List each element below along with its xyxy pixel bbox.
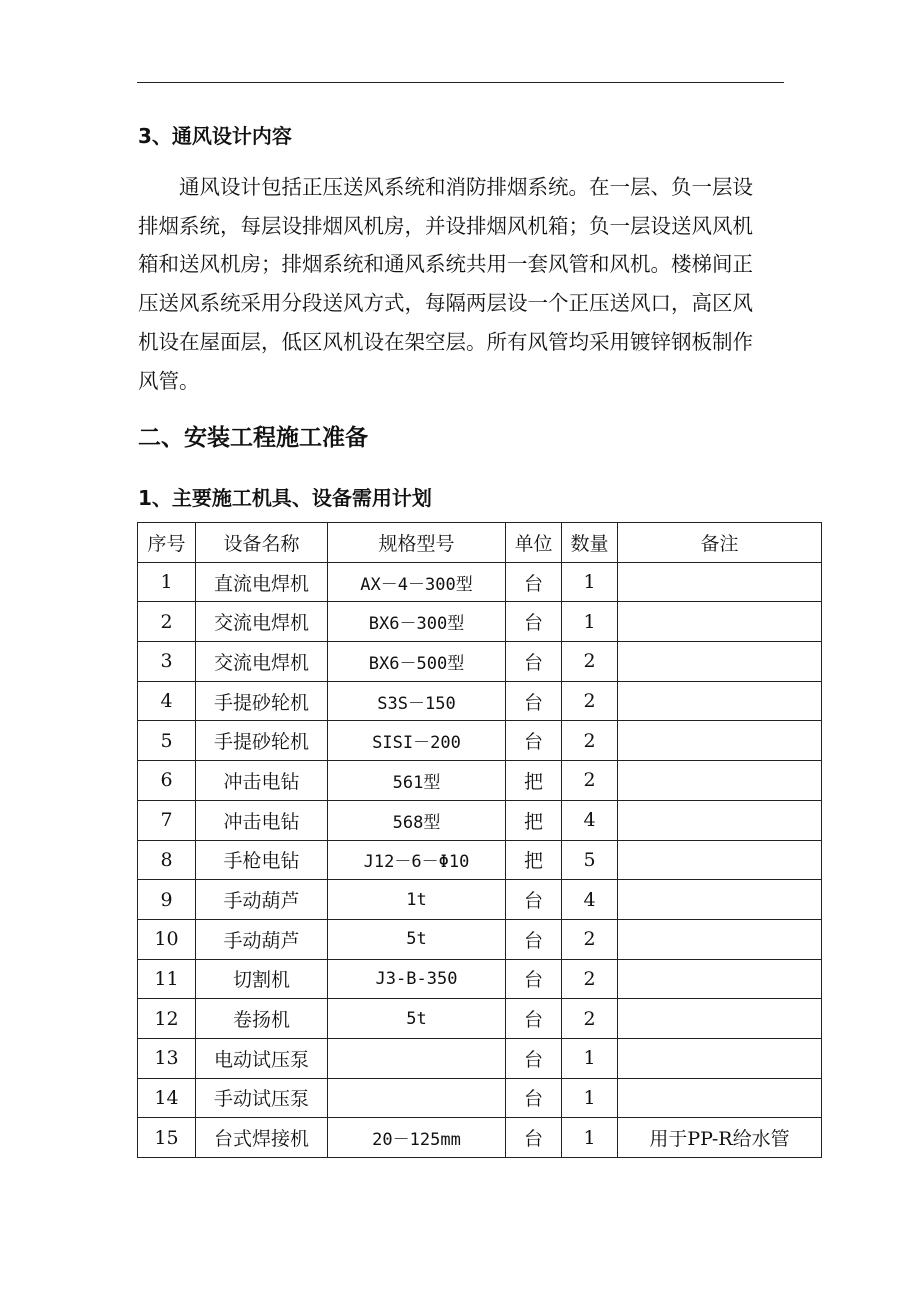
cell-remark [618, 880, 822, 920]
paragraph-line: 压送风系统采用分段送风方式，每隔两层设一个正压送风口，高区风 [138, 291, 753, 316]
col-header-unit: 单位 [506, 523, 562, 563]
cell-unit: 台 [506, 642, 562, 682]
cell-remark [618, 761, 822, 801]
table-row [138, 1078, 822, 1118]
cell-index: 2 [138, 602, 196, 642]
cell-unit: 台 [506, 919, 562, 959]
table-header-row [138, 523, 822, 563]
cell-remark [618, 959, 822, 999]
cell-qty: 1 [562, 562, 618, 602]
cell-index: 13 [138, 1038, 196, 1078]
cell-remark [618, 562, 822, 602]
cell-remark [618, 840, 822, 880]
table-row [138, 681, 822, 721]
col-header-name: 设备名称 [196, 523, 328, 563]
cell-qty: 4 [562, 880, 618, 920]
cell-spec: J12－6－Φ10 [328, 840, 506, 880]
cell-qty: 5 [562, 840, 618, 880]
cell-index: 8 [138, 840, 196, 880]
cell-spec: SISI－200 [328, 721, 506, 761]
cell-remark [618, 721, 822, 761]
cell-unit: 把 [506, 840, 562, 880]
cell-index: 3 [138, 642, 196, 682]
table-row [138, 721, 822, 761]
cell-spec: AX－4－300型 [328, 562, 506, 602]
cell-spec [328, 1038, 506, 1078]
cell-name: 交流电焊机 [196, 642, 328, 682]
table-row [138, 880, 822, 920]
cell-index: 6 [138, 761, 196, 801]
cell-unit: 台 [506, 959, 562, 999]
cell-index: 9 [138, 880, 196, 920]
cell-index: 12 [138, 999, 196, 1039]
cell-unit: 把 [506, 800, 562, 840]
table-row [138, 602, 822, 642]
cell-qty: 2 [562, 761, 618, 801]
cell-qty: 1 [562, 1078, 618, 1118]
equipment-table-body [138, 562, 822, 1157]
table-row [138, 761, 822, 801]
cell-name: 电动试压泵 [196, 1038, 328, 1078]
cell-qty: 1 [562, 1118, 618, 1158]
cell-index: 7 [138, 800, 196, 840]
col-header-remark: 备注 [618, 523, 822, 563]
table-row [138, 959, 822, 999]
cell-name: 切割机 [196, 959, 328, 999]
cell-index: 15 [138, 1118, 196, 1158]
cell-qty: 2 [562, 642, 618, 682]
cell-name: 手提砂轮机 [196, 681, 328, 721]
cell-qty: 1 [562, 1038, 618, 1078]
cell-spec [328, 1078, 506, 1118]
cell-spec: BX6－300型 [328, 602, 506, 642]
ventilation-paragraph [138, 168, 788, 400]
table-row [138, 919, 822, 959]
cell-name: 手动试压泵 [196, 1078, 328, 1118]
cell-name: 卷扬机 [196, 999, 328, 1039]
cell-remark [618, 800, 822, 840]
cell-unit: 台 [506, 999, 562, 1039]
cell-spec: 1t [328, 880, 506, 920]
table-row [138, 562, 822, 602]
cell-remark [618, 919, 822, 959]
cell-index: 4 [138, 681, 196, 721]
cell-spec: 5t [328, 999, 506, 1039]
cell-remark [618, 1078, 822, 1118]
cell-remark [618, 681, 822, 721]
cell-remark: 用于PP-R给水管 [618, 1118, 822, 1158]
paragraph-line: 通风设计包括正压送风系统和消防排烟系统。在一层、负一层设 [138, 175, 753, 199]
cell-qty: 4 [562, 800, 618, 840]
cell-qty: 2 [562, 999, 618, 1039]
paragraph-line: 机设在屋面层，低区风机设在架空层。所有风管均采用镀锌钢板制作 [138, 329, 753, 354]
cell-spec: 20－125mm [328, 1118, 506, 1158]
table-row [138, 800, 822, 840]
cell-name: 手提砂轮机 [196, 721, 328, 761]
cell-remark [618, 602, 822, 642]
cell-unit: 台 [506, 681, 562, 721]
cell-unit: 台 [506, 880, 562, 920]
cell-name: 直流电焊机 [196, 562, 328, 602]
cell-remark [618, 999, 822, 1039]
paragraph-line: 箱和送风机房；排烟系统和通风系统共用一套风管和风机。楼梯间正 [138, 252, 753, 277]
cell-name: 手动葫芦 [196, 919, 328, 959]
cell-remark [618, 642, 822, 682]
cell-spec: S3S－150 [328, 681, 506, 721]
section-heading-ventilation: 3、通风设计内容 [138, 124, 292, 148]
cell-qty: 2 [562, 959, 618, 999]
cell-unit: 台 [506, 1038, 562, 1078]
col-header-index: 序号 [138, 523, 196, 563]
cell-unit: 把 [506, 761, 562, 801]
cell-spec: BX6－500型 [328, 642, 506, 682]
equipment-table [137, 522, 822, 1158]
cell-qty: 2 [562, 721, 618, 761]
cell-index: 1 [138, 562, 196, 602]
col-header-qty: 数量 [562, 523, 618, 563]
cell-name: 手枪电钻 [196, 840, 328, 880]
cell-remark [618, 1038, 822, 1078]
cell-name: 冲击电钻 [196, 761, 328, 801]
paragraph-line: 风管。 [138, 368, 200, 393]
table-row [138, 840, 822, 880]
cell-spec: 561型 [328, 761, 506, 801]
table-row [138, 642, 822, 682]
cell-qty: 2 [562, 681, 618, 721]
cell-index: 5 [138, 721, 196, 761]
cell-spec: J3-B-350 [328, 959, 506, 999]
cell-name: 手动葫芦 [196, 880, 328, 920]
page-top-rule [137, 82, 784, 83]
cell-spec: 5t [328, 919, 506, 959]
col-header-spec: 规格型号 [328, 523, 506, 563]
paragraph-line: 排烟系统，每层设排烟风机房，并设排烟风机箱；负一层设送风风机 [138, 213, 753, 238]
cell-unit: 台 [506, 602, 562, 642]
cell-name: 台式焊接机 [196, 1118, 328, 1158]
subsection-heading-equipment-plan: 1、主要施工机具、设备需用计划 [138, 486, 432, 510]
cell-name: 交流电焊机 [196, 602, 328, 642]
cell-index: 11 [138, 959, 196, 999]
cell-name: 冲击电钻 [196, 800, 328, 840]
cell-unit: 台 [506, 1118, 562, 1158]
cell-index: 14 [138, 1078, 196, 1118]
cell-unit: 台 [506, 721, 562, 761]
table-row [138, 1038, 822, 1078]
cell-unit: 台 [506, 1078, 562, 1118]
chapter-heading-install-prep: 二、安装工程施工准备 [138, 425, 368, 451]
cell-qty: 1 [562, 602, 618, 642]
cell-index: 10 [138, 919, 196, 959]
cell-spec: 568型 [328, 800, 506, 840]
table-row [138, 999, 822, 1039]
cell-qty: 2 [562, 919, 618, 959]
cell-unit: 台 [506, 562, 562, 602]
table-row [138, 1118, 822, 1158]
